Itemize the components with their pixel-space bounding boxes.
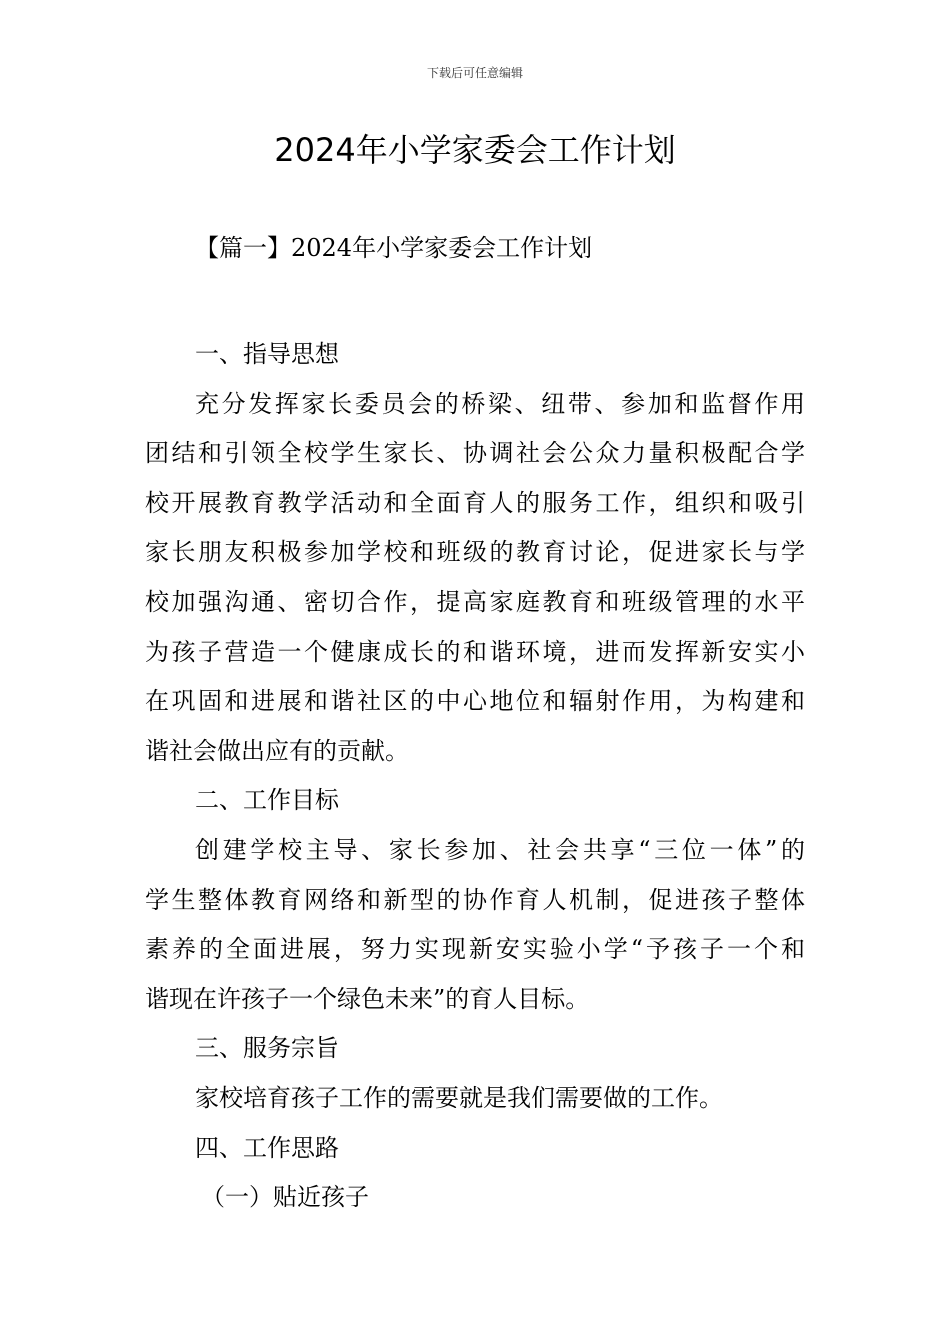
paragraph-line: 素养的全面进展，努力实现新安实验小学“予孩子一个和 bbox=[145, 935, 805, 964]
paragraph-line: 谐社会做出应有的贡献。 bbox=[145, 736, 409, 765]
header-note: 下载后可任意编辑 bbox=[426, 66, 523, 80]
heading-service-purpose: 三、服务宗旨 bbox=[195, 1034, 339, 1063]
subheading-close-to-children: （一）贴近孩子 bbox=[201, 1183, 369, 1212]
paragraph-line: 团结和引领全校学生家长、协调社会公众力量积极配合学 bbox=[145, 439, 805, 468]
paragraph-line: 校开展教育教学活动和全面育人的服务工作，组织和吸引 bbox=[145, 488, 805, 517]
paragraph-line: 充分发挥家长委员会的桥梁、纽带、参加和监督作用 bbox=[195, 389, 805, 418]
paragraph-line: 创建学校主导、家长参加、社会共享“三位一体”的 bbox=[195, 835, 805, 864]
paragraph-line: 为孩子营造一个健康成长的和谐环境，进而发挥新安实小 bbox=[145, 637, 805, 666]
heading-work-goal: 二、工作目标 bbox=[195, 786, 339, 815]
section-title: 【篇一】2024年小学家委会工作计划 bbox=[195, 234, 593, 262]
paragraph-line: 家长朋友积极参加学校和班级的教育讨论，促进家长与学 bbox=[145, 538, 805, 567]
document-title: 2024年小学家委会工作计划 bbox=[274, 131, 676, 169]
heading-work-approach: 四、工作思路 bbox=[195, 1133, 339, 1162]
document-body bbox=[145, 330, 805, 1223]
paragraph-line: 校加强沟通、密切合作，提高家庭教育和班级管理的水平 bbox=[145, 587, 805, 616]
paragraph-line: 谐现在许孩子一个绿色未来”的育人目标。 bbox=[145, 984, 590, 1013]
paragraph-line: 家校培育孩子工作的需要就是我们需要做的工作。 bbox=[195, 1083, 723, 1112]
heading-guiding-thought: 一、指导思想 bbox=[195, 340, 339, 368]
paragraph-line: 学生整体教育网络和新型的协作育人机制，促进孩子整体 bbox=[145, 885, 805, 914]
paragraph-line: 在巩固和进展和谐社区的中心地位和辐射作用，为构建和 bbox=[145, 687, 805, 716]
